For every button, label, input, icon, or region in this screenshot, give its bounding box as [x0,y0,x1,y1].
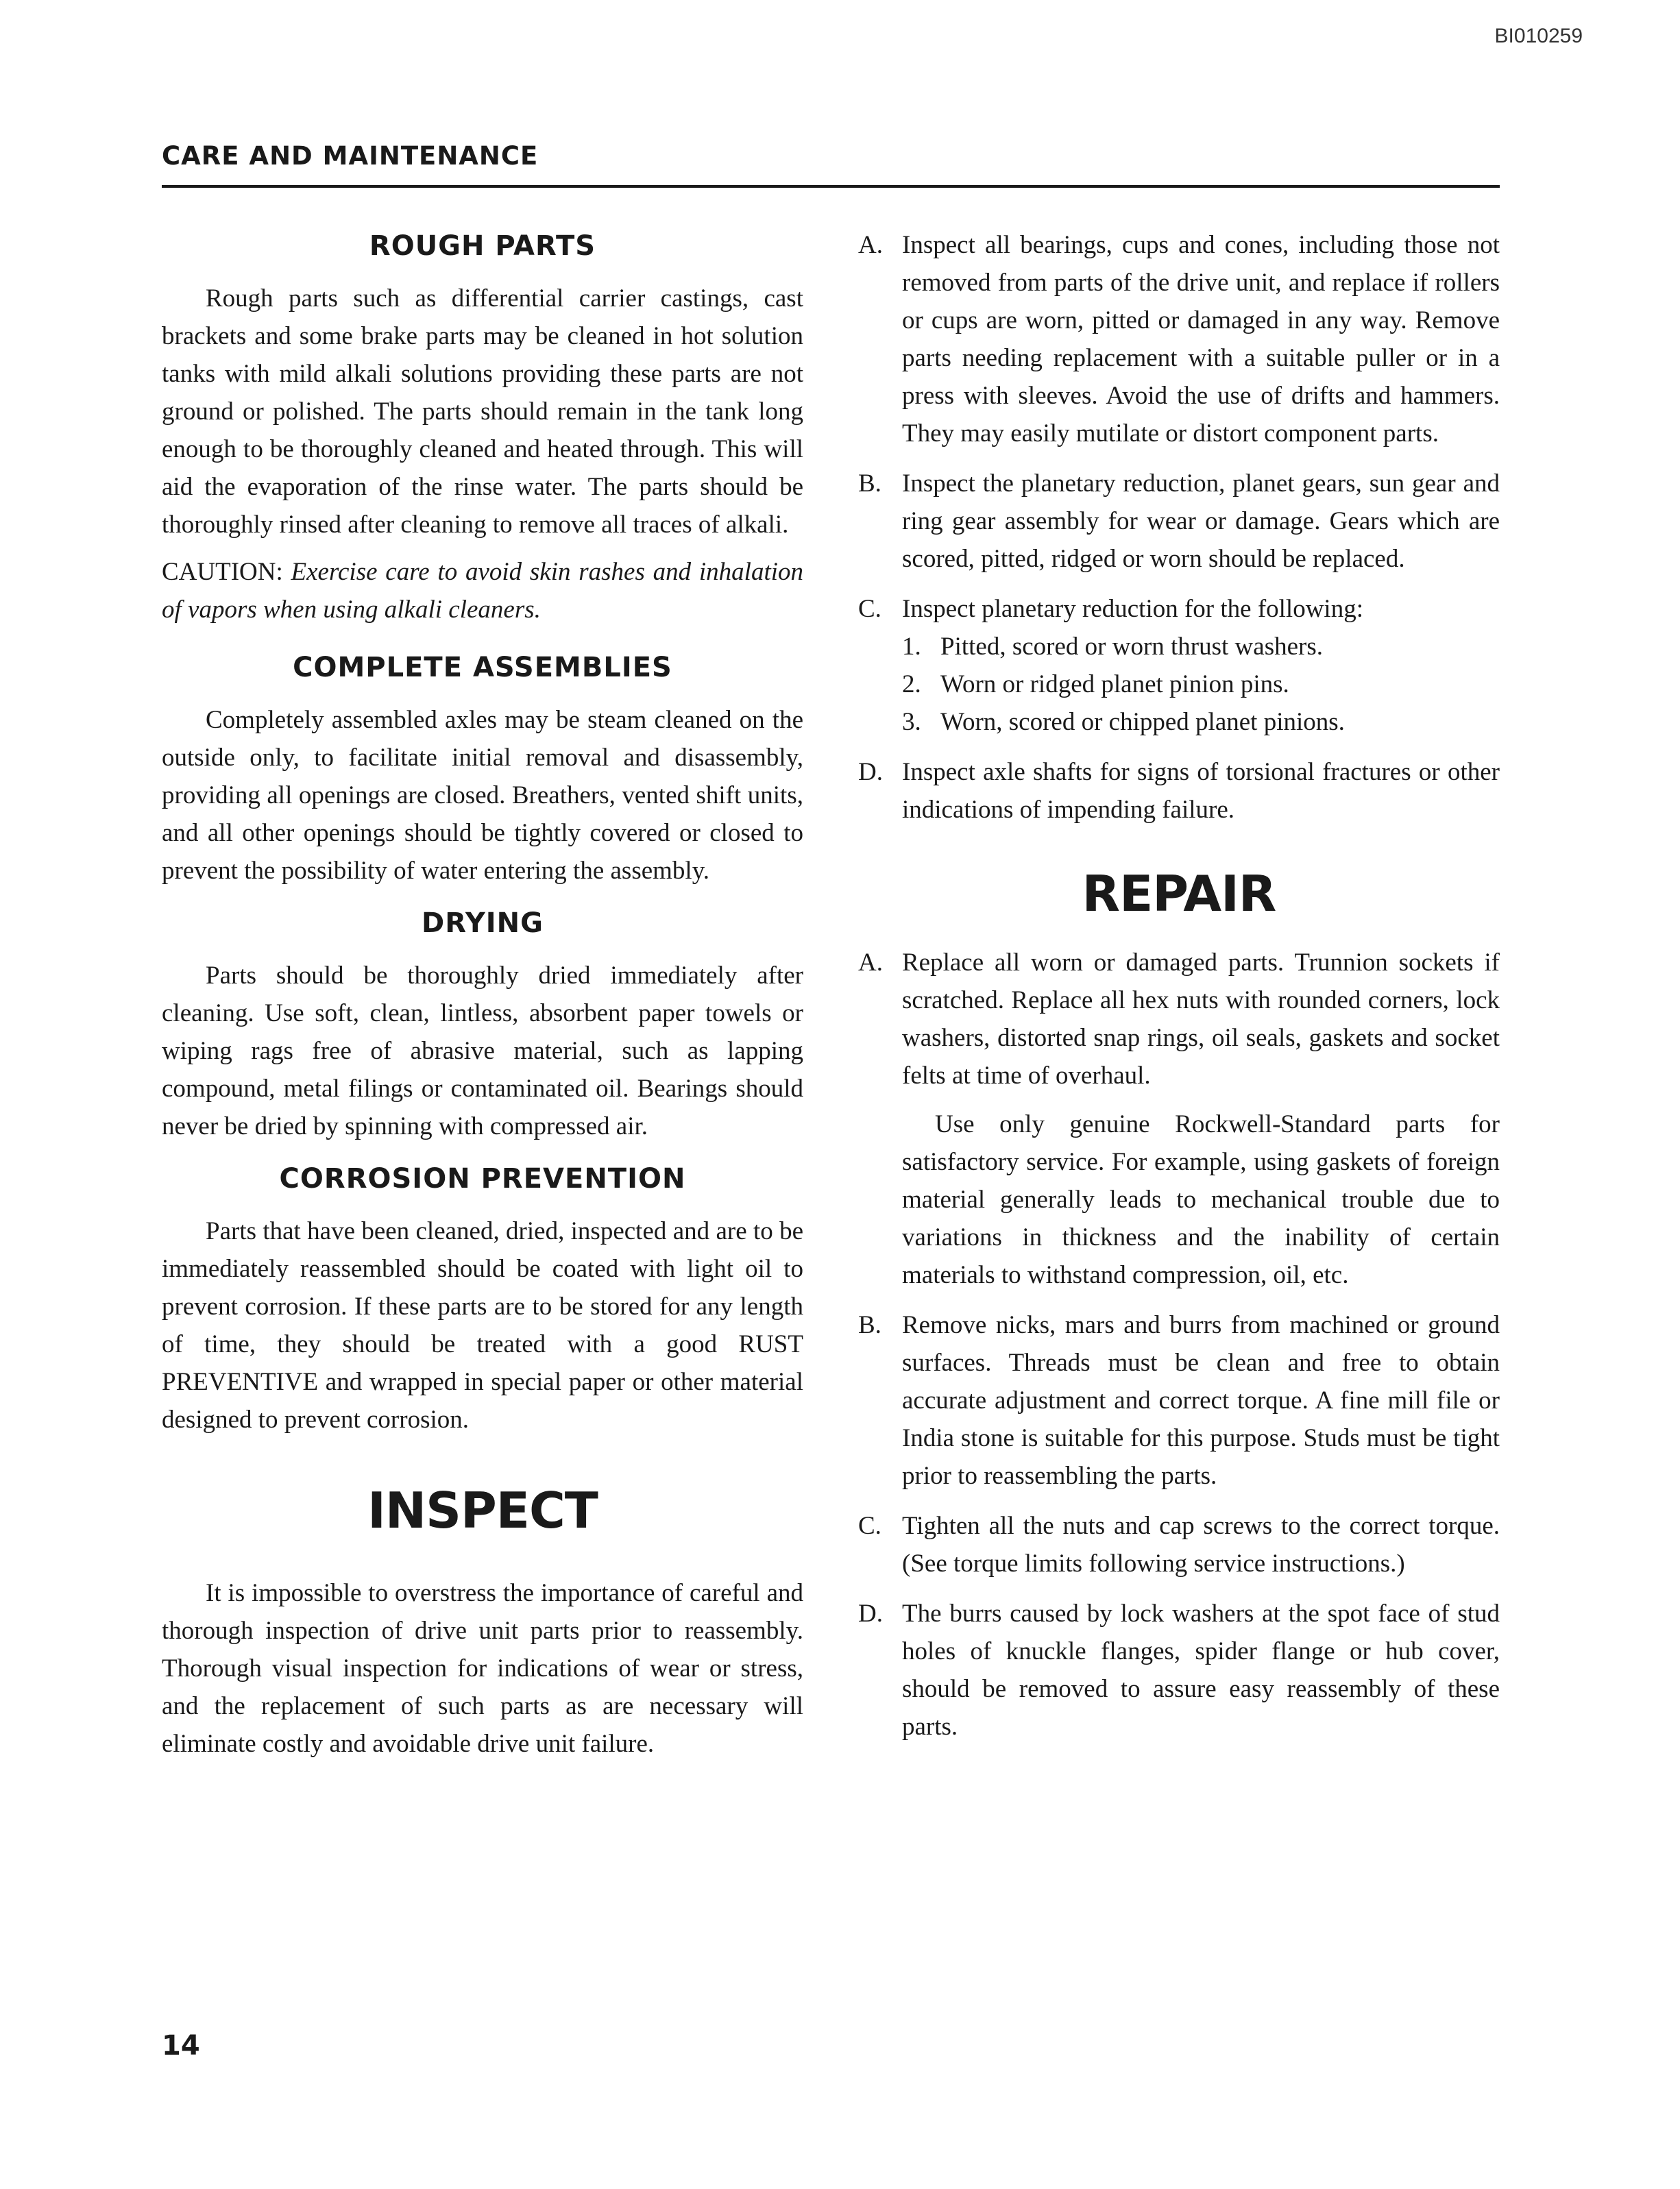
section-heading: ROUGH PARTS [369,230,596,262]
item-marker: A. [858,231,883,259]
page-number: 14 [162,2030,200,2062]
header-rule [162,185,1500,188]
item-text: The burrs caused by lock washers at the spot face of stud holes of knuckle flanges, spider flange or hub cover, should be removed to assure easy reassembly of these parts. [902,1600,1500,1741]
list-item [858,226,1500,452]
section-heading: CORROSION PREVENTION [279,1163,686,1195]
paragraph: Parts that have been cleaned, dried, inspected and are to be immediately reassembled should be coated with light oil to prevent corrosion. If these parts are to be stored for any length of time, they should be treated with a good RUST PREVENTIVE and wrapped in special paper or other material designed to prevent corrosion. [162,1217,803,1434]
paragraph: It is impossible to overstress the importance of careful and thorough inspection of drive unit parts prior to reassembly. Thorough visual inspection for indications of wear or stress, and the replacement of such parts as are necessary will eliminate costly and avoidable drive unit failure. [162,1579,803,1758]
document-id: BI010259 [1494,25,1583,47]
sub-list-item [902,628,1500,665]
list-item [858,1306,1500,1495]
caution-text: Exercise care to avoid skin rashes and inhalation of vapors when using alkali cleaners. [162,558,804,624]
item-text: Replace all worn or damaged parts. Trunnion sockets if scratched. Replace all hex nuts with rounded corners, lock washers, distorted snap rings, oil seals, gaskets and socket felts at time of overhaul. [902,949,1500,1090]
item-text: Inspect the planetary reduction, planet gears, sun gear and ring gear assembly for wear or damage. Gears which are scored, pitted, ridged or worn should be replaced. [902,469,1500,573]
section-complete-assemblies [162,648,803,890]
item-text: Remove nicks, mars and burrs from machined or ground surfaces. Threads must be clean and free to obtain accurate adjustment and correct torque. A fine mill file or India stone is suitable for this purpose. Studs must be tight prior to reassembling the parts. [902,1311,1500,1490]
running-header: CARE AND MAINTENANCE [162,141,539,171]
item-marker: D. [858,1600,883,1628]
list-item [858,465,1500,578]
item-marker: B. [858,469,881,498]
item-text: Inspect axle shafts for signs of torsional fractures or other indications of impending failure. [902,758,1500,824]
item-marker: C. [858,595,881,623]
sub-list-item [902,703,1500,741]
list-item [858,1595,1500,1746]
major-heading: INSPECT [367,1482,598,1539]
section-repair [858,863,1500,1746]
item-text: Tighten all the nuts and cap screws to the correct torque. (See torque limits following service instructions.) [902,1512,1500,1578]
item-paragraph: Use only genuine Rockwell-Standard parts for satisfactory service. For example, using gaskets of foreign material generally leads to mechanical trouble due to variations in thickness and the inability of certain materials to withstand compression, oil, etc. [902,1110,1500,1289]
paragraph: Rough parts such as differential carrier castings, cast brackets and some brake parts may be cleaned in hot solution tanks with mild alkali solutions providing these parts are not ground or polished. The parts should remain in the tank long enough to be thoroughly cleaned and heated through. This will aid the evaporation of the rinse water. The parts should be thoroughly rinsed after cleaning to remove all traces of alkali. [162,284,803,539]
item-text: Inspect all bearings, cups and cones, including those not removed from parts of the drive unit, and replace if rollers or cups are worn, pitted or damaged in any way. Remove parts needing replacement with a suitable puller or in a press with sleeves. Avoid the use of drifts and hammers. They may easily mutilate or distort component parts. [902,231,1500,448]
sub-item-marker: 3. [902,708,921,736]
sub-item-text: Pitted, scored or worn thrust washers. [940,633,1323,661]
list-item [858,753,1500,829]
section-drying [162,903,803,1145]
list-item [858,590,1500,741]
sub-item-marker: 1. [902,633,921,661]
sub-list-item [902,665,1500,703]
item-text: Inspect planetary reduction for the following: [902,595,1363,623]
caution-label: CAUTION: [162,558,283,586]
major-heading: REPAIR [1082,865,1276,922]
inspect-list [858,226,1500,829]
section-heading: DRYING [422,907,544,939]
paragraph: Completely assembled axles may be steam cleaned on the outside only, to facilitate initial removal and disassembly, providing all openings are closed. Breathers, vented shift units, and all other openings should be tightly covered or closed to prevent the possibility of water entering the assembly. [162,706,803,885]
list-item [858,1507,1500,1582]
section-corrosion-prevention [162,1159,803,1439]
paragraph: Parts should be thoroughly dried immediately after cleaning. Use soft, clean, lintless, absorbent paper towels or wiping rags free of abrasive material, such as lapping compound, metal filings or contaminated oil. Bearings should never be dried by spinning with compressed air. [162,962,803,1140]
item-marker: C. [858,1512,881,1540]
caution-note [162,553,803,628]
item-marker: A. [858,949,883,977]
item-marker: B. [858,1311,881,1339]
sub-item-text: Worn, scored or chipped planet pinions. [940,708,1345,736]
right-column [858,226,1500,1758]
left-column [162,226,803,1772]
sub-item-text: Worn or ridged planet pinion pins. [940,670,1289,698]
sub-item-marker: 2. [902,670,921,698]
list-item [858,944,1500,1294]
section-heading: COMPLETE ASSEMBLIES [293,652,672,683]
item-marker: D. [858,758,883,786]
section-rough-parts [162,226,803,628]
section-inspect [162,1480,803,1763]
